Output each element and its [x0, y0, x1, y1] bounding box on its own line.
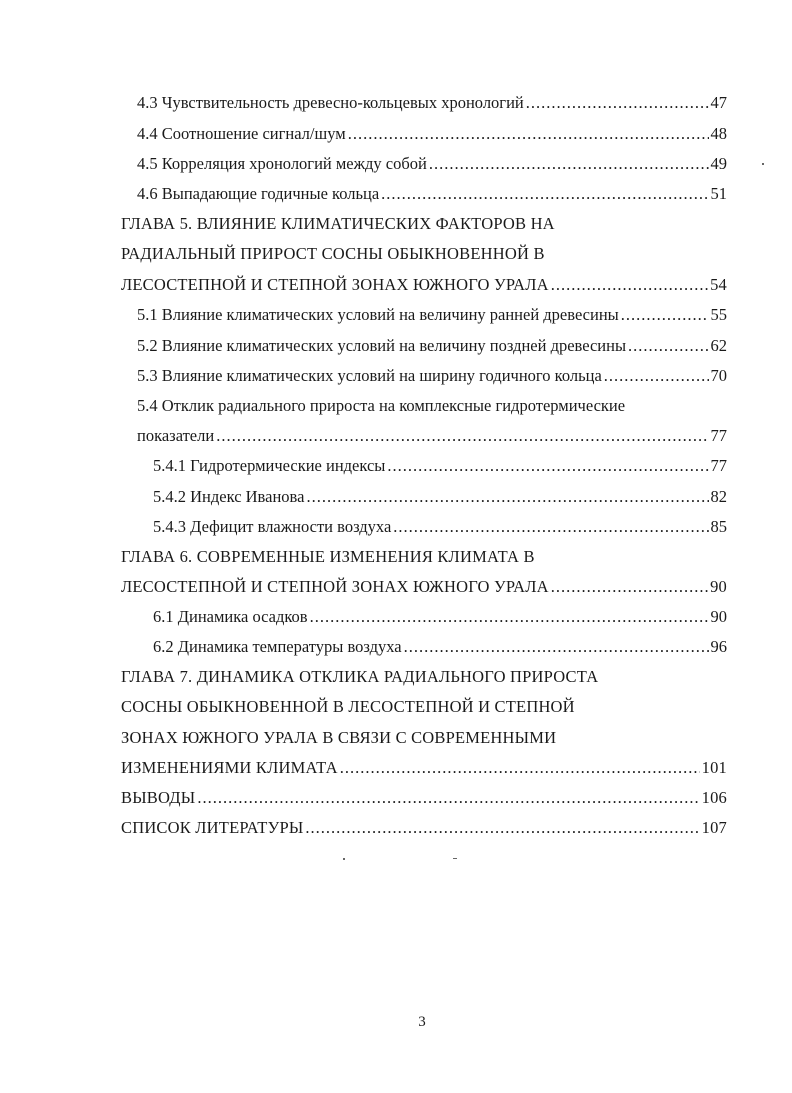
toc-entry-references	[121, 820, 727, 837]
toc-leader-dots	[310, 609, 709, 626]
toc-entry-4-5	[137, 156, 727, 173]
toc-entry-page: 96	[710, 637, 727, 656]
toc-leader-dots	[393, 519, 708, 536]
toc-chapter-7-line-3: ЗОНАХ ЮЖНОГО УРАЛА В СВЯЗИ С СОВРЕМЕННЫМИ	[121, 728, 557, 747]
toc-entry-page: 77	[710, 456, 727, 475]
toc-leader-dots	[404, 639, 709, 656]
toc-leader-dots	[429, 156, 709, 173]
toc-chapter-6-line-1: ГЛАВА 6. СОВРЕМЕННЫЕ ИЗМЕНЕНИЯ КЛИМАТА В	[121, 547, 535, 566]
toc-entry-4-3	[137, 95, 727, 112]
toc-leader-dots	[306, 489, 708, 506]
toc-leader-dots	[621, 307, 709, 324]
toc-leader-dots	[348, 126, 709, 143]
toc-chapter-5-line-2: РАДИАЛЬНЫЙ ПРИРОСТ СОСНЫ ОБЫКНОВЕННОЙ В	[121, 244, 545, 263]
toc-entry-label: СПИСОК ЛИТЕРАТУРЫ	[121, 818, 304, 837]
toc-entry-chapter-7	[121, 760, 727, 777]
toc-entry-label: ИЗМЕНЕНИЯМИ КЛИМАТА	[121, 758, 338, 777]
toc-entry-page: 62	[710, 336, 727, 355]
toc-entry-label: ВЫВОДЫ	[121, 788, 196, 807]
toc-entry-page: 101	[701, 758, 727, 777]
toc-entry-5-4-1	[153, 458, 727, 475]
toc-entry-5-1	[137, 307, 727, 324]
toc-entry-page: 107	[701, 818, 727, 837]
toc-entry-chapter-5	[121, 277, 727, 294]
toc-chapter-7-line-1: ГЛАВА 7. ДИНАМИКА ОТКЛИКА РАДИАЛЬНОГО ПРИРОСТА	[121, 667, 599, 686]
toc-entry-page: 85	[710, 517, 727, 536]
toc-entry-label: 5.4.3 Дефицит влажности воздуха	[153, 517, 392, 536]
toc-chapter-7-line-2: СОСНЫ ОБЫКНОВЕННОЙ В ЛЕСОСТЕПНОЙ И СТЕПНОЙ	[121, 697, 575, 716]
toc-entry-page: 106	[701, 788, 727, 807]
toc-entry-page: 82	[710, 487, 727, 506]
toc-entry-4-4	[137, 126, 727, 143]
toc-entry-label: показатели	[137, 426, 215, 445]
toc-entry-label: 5.2 Влияние климатических условий на величину поздней древесины	[137, 336, 627, 355]
toc-leader-dots	[526, 95, 709, 112]
toc-entry-label: ЛЕСОСТЕПНОЙ И СТЕПНОЙ ЗОНАХ ЮЖНОГО УРАЛА	[121, 577, 549, 596]
toc-entry-page: 90	[710, 607, 727, 626]
toc-entry-label: 4.5 Корреляция хронологий между собой	[137, 154, 427, 173]
toc-entry-page: 90	[710, 577, 727, 596]
toc-entry-page: 70	[710, 366, 727, 385]
toc-entry-label: 4.3 Чувствительность древесно-кольцевых хронологий	[137, 93, 524, 112]
toc-entry-label: 5.3 Влияние климатических условий на ширину годичного кольца	[137, 366, 602, 385]
toc-leader-dots	[381, 186, 708, 203]
toc-leader-dots	[305, 820, 699, 837]
toc-entry-5-4	[137, 428, 727, 445]
toc-entry-label: 5.4.2 Индекс Иванова	[153, 487, 305, 506]
toc-chapter-5-line-1: ГЛАВА 5. ВЛИЯНИЕ КЛИМАТИЧЕСКИХ ФАКТОРОВ НА	[121, 214, 555, 233]
toc-entry-page: 51	[710, 184, 727, 203]
toc-entry-6-1	[153, 609, 727, 626]
toc-entry-label: 5.4.1 Гидротермические индексы	[153, 456, 386, 475]
toc-entry-label: 6.1 Динамика осадков	[153, 607, 308, 626]
toc-leader-dots	[197, 790, 699, 807]
toc-entry-page: 55	[710, 305, 727, 324]
toc-leader-dots	[551, 579, 708, 596]
toc-entry-label: 4.4 Соотношение сигнал/шум	[137, 124, 346, 143]
toc-leader-dots	[387, 458, 708, 475]
toc-leader-dots	[551, 277, 708, 294]
toc-entry-page: 54	[710, 275, 727, 294]
toc-entry-label: 6.2 Динамика температуры воздуха	[153, 637, 402, 656]
toc-entry-label: ЛЕСОСТЕПНОЙ И СТЕПНОЙ ЗОНАХ ЮЖНОГО УРАЛА	[121, 275, 549, 294]
toc-entry-conclusions	[121, 790, 727, 807]
toc-entry-page: 48	[710, 124, 727, 143]
scan-speck	[343, 858, 345, 860]
toc-entry-page: 47	[710, 93, 727, 112]
toc-entry-chapter-6	[121, 579, 727, 596]
toc-leader-dots	[340, 760, 700, 777]
toc-entry-5-3	[137, 368, 727, 385]
toc-entry-label: 5.1 Влияние климатических условий на величину ранней древесины	[137, 305, 619, 324]
toc-entry-5-2	[137, 338, 727, 355]
scan-speck	[453, 858, 457, 859]
toc-leader-dots	[628, 338, 708, 355]
toc-entry-5-4-2	[153, 489, 727, 506]
toc-entry-5-4-3	[153, 519, 727, 536]
toc-entry-4-6	[137, 186, 727, 203]
toc-entry-page: 77	[710, 426, 727, 445]
toc-entry-label: 4.6 Выпадающие годичные кольца	[137, 184, 380, 203]
toc-leader-dots	[604, 368, 709, 385]
toc-entry-page: 49	[710, 154, 727, 173]
toc-entry-6-2	[153, 639, 727, 656]
page-number: 3	[418, 1014, 426, 1030]
scan-speck	[762, 163, 764, 165]
toc-entry-5-4-line-1: 5.4 Отклик радиального прироста на комплексные гидротермические	[137, 396, 626, 415]
toc-leader-dots	[216, 428, 708, 445]
